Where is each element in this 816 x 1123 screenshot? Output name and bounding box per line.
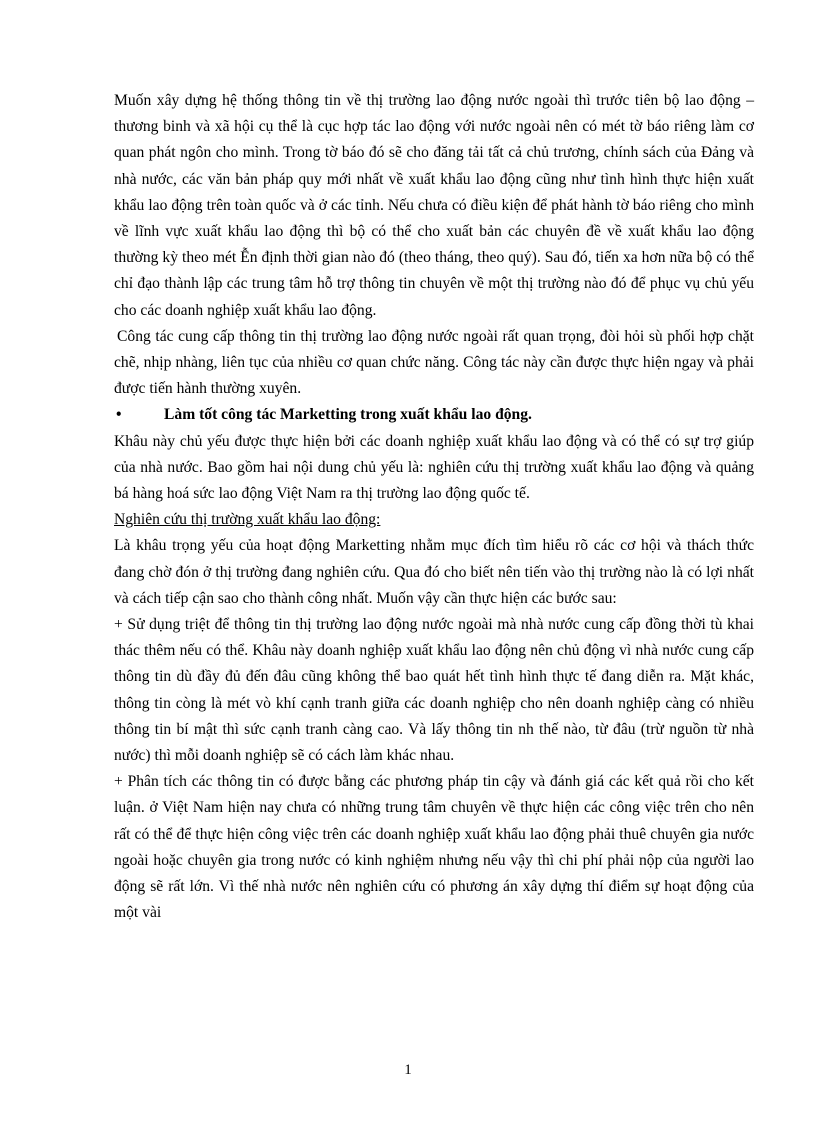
subheading-market-research: Nghiên cứu thị trường xuất khẩu lao động:	[114, 511, 381, 529]
paragraph-step-1: + Sử dụng triệt để thông tin thị trường lao động nước ngoài mà nhà nước cung cấp đồng thời tù khai thác thêm nếu có thể. Khâu này doanh nghiệp xuất khẩu lao động nên chủ động vì nhà nước cung cấp thông tin dù đầy đủ đến đâu cũng không thể bao quát hết tình hình thực tế đang diễn ra. Mặt khác, thông tin còng là mét vò khí cạnh tranh giữa các doanh nghiệp cho nên doanh nghiệp càng có nhiều thông tin bí mật thì sức cạnh tranh càng cao. Và lấy thông tin nh thế nào, từ đâu (trừ nguồn từ nhà nước) thì mỗi doanh nghiệp sẽ có cách làm khác nhau.	[114, 616, 754, 765]
bullet-heading	[114, 402, 754, 428]
paragraph-step-2: + Phân tích các thông tin có được bằng các phương pháp tin cậy và đánh giá các kết quả rồi cho kết luận. ở Việt Nam hiện nay chưa có những trung tâm chuyên về thực hiện các công việc trên cho nên rất có thể để thực hiện công việc trên các doanh nghiệp xuất khẩu lao động phải thuê chuyên gia nước ngoài hoặc chuyên gia trong nước có kinh nghiệm nhưng nếu vậy thì chi phí phải nộp của người lao động sẽ rất lớn. Vì thế nhà nước nên nghiên cứu có phương án xây dựng thí điểm sự hoạt động của một vài	[114, 773, 754, 922]
bullet-icon: •	[116, 406, 122, 424]
paragraph-info-system: Muốn xây dựng hệ thống thông tin về thị trường lao động nước ngoài thì trước tiên bộ lao động – thương binh và xã hội cụ thể là cục hợp tác lao động với nước ngoài nên có mét tờ báo riêng làm cơ quan phát ngôn cho mình. Trong tờ báo đó sẽ cho đăng tải tất cả chủ trương, chính sách của Đảng và nhà nước, các văn bản pháp quy mới nhất về xuất khẩu lao động cũng như tình hình thực hiện xuất khẩu lao động trên toàn quốc và ở các tỉnh. Nếu chưa có điều kiện để phát hành tờ báo riêng cho mình về lĩnh vực xuất khẩu lao động thì bộ có thể cho xuất bản các chuyên đề về xuất khẩu lao động thường kỳ theo mét Ễn định thời gian nào đó (theo tháng, theo quý). Sau đó, tiến xa hơn nữa bộ có thể chỉ đạo thành lập các trung tâm hỗ trợ thông tin chuyên về một thị trường nào đó để phục vụ chủ yếu cho các doanh nghiệp xuất khẩu lao động.	[114, 92, 754, 319]
paragraph-info-supply: Công tác cung cấp thông tin thị trường lao động nước ngoài rất quan trọng, đòi hỏi sù phối hợp chặt chẽ, nhịp nhàng, liên tục của nhiều cơ quan chức năng. Công tác này cần được thực hiện ngay và phải được tiến hành thường xuyên.	[114, 327, 754, 398]
paragraph-marketing: Khâu này chủ yếu được thực hiện bởi các doanh nghiệp xuất khẩu lao động và có thể có sự trợ giúp của nhà nước. Bao gồm hai nội dung chủ yếu là: nghiên cứu thị trường xuất khẩu lao động và quảng bá hàng hoá sức lao động Việt Nam ra thị trường lao động quốc tế.	[114, 432, 754, 503]
paragraph-market-research: Là khâu trọng yếu của hoạt động Marketting nhằm mục đích tìm hiểu rõ các cơ hội và thách thức đang chờ đón ở thị trường đang nghiên cứu. Qua đó cho biết nên tiến vào thị trường nào là có lợi nhất và cách tiếp cận sao cho thành công nhất. Muốn vậy cần thực hiện các bước sau:	[114, 537, 754, 607]
document-body	[114, 88, 754, 927]
page-number: 1	[404, 1062, 412, 1078]
bullet-heading-text: Làm tốt công tác Marketting trong xuất khẩu lao động.	[164, 406, 532, 424]
